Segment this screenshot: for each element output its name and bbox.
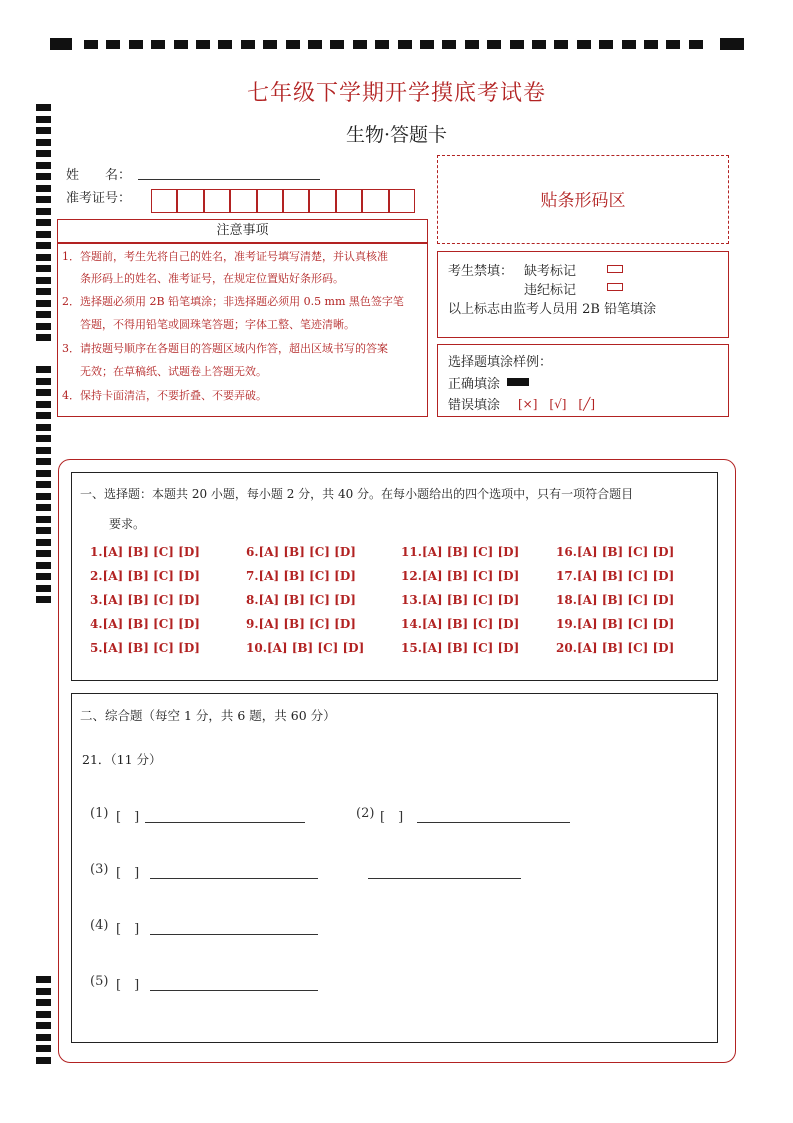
timing-mark bbox=[36, 550, 51, 557]
part-2-label: (2) bbox=[356, 806, 375, 821]
answer-options[interactable]: [A] [B] [C] [D] bbox=[576, 641, 675, 655]
part-3-answer-line-2[interactable] bbox=[368, 878, 521, 879]
timing-mark bbox=[36, 1022, 51, 1029]
timing-mark bbox=[599, 40, 613, 49]
timing-mark bbox=[84, 40, 98, 49]
timing-mark bbox=[36, 208, 51, 215]
part-5-label: (5) bbox=[90, 974, 109, 989]
choice-question-19[interactable] bbox=[556, 617, 674, 631]
exam-id-digit-box[interactable] bbox=[389, 189, 415, 213]
part-1-bracket[interactable]: [ ] bbox=[116, 810, 140, 825]
timing-mark bbox=[398, 40, 412, 49]
timing-mark bbox=[36, 265, 51, 272]
question-number: 9. bbox=[246, 617, 259, 631]
timing-mark bbox=[36, 254, 51, 261]
timing-mark bbox=[353, 40, 367, 49]
exam-id-digit-box[interactable] bbox=[151, 189, 177, 213]
timing-mark bbox=[532, 40, 546, 49]
answer-options[interactable]: [A] [B] [C] [D] bbox=[258, 617, 356, 631]
timing-mark bbox=[36, 435, 51, 442]
status-note: 以上标志由监考人员用 2B 铅笔填涂 bbox=[448, 302, 657, 317]
fill-example-label: 选择题填涂样例： bbox=[448, 355, 553, 370]
timing-mark bbox=[36, 596, 51, 603]
question-number: 15. bbox=[401, 641, 422, 655]
question-number: 5. bbox=[90, 641, 103, 655]
question-number: 3. bbox=[90, 593, 103, 607]
timing-mark bbox=[36, 447, 51, 454]
choice-question-3[interactable] bbox=[90, 593, 200, 607]
choice-question-6[interactable] bbox=[246, 545, 356, 559]
timing-mark bbox=[330, 40, 344, 49]
choice-question-7[interactable] bbox=[246, 569, 356, 583]
correct-fill-label: 正确填涂 bbox=[448, 377, 501, 392]
violation-label: 违纪标记 bbox=[524, 283, 577, 298]
timing-mark bbox=[36, 470, 51, 477]
exam-id-digit-box[interactable] bbox=[257, 189, 283, 213]
timing-mark bbox=[622, 40, 636, 49]
timing-mark bbox=[577, 40, 591, 49]
timing-mark bbox=[106, 40, 120, 49]
timing-mark bbox=[36, 185, 51, 192]
part-2-bracket[interactable]: [ ] bbox=[380, 810, 404, 825]
timing-mark bbox=[263, 40, 277, 49]
timing-mark bbox=[36, 162, 51, 169]
answer-options[interactable]: [A] [B] [C] [D] bbox=[421, 545, 520, 559]
timing-mark bbox=[442, 40, 456, 49]
exam-id-digit-box[interactable] bbox=[283, 189, 309, 213]
timing-mark bbox=[36, 562, 51, 569]
exam-id-label: 准考证号： bbox=[66, 191, 132, 206]
wrong-fill-label: 错误填涂 bbox=[448, 398, 501, 413]
timing-mark bbox=[308, 40, 322, 49]
timing-mark bbox=[36, 412, 51, 419]
question-number: 11. bbox=[401, 545, 422, 559]
answer-options[interactable]: [A] [B] [C] [D] bbox=[576, 593, 675, 607]
choice-question-13[interactable] bbox=[401, 593, 519, 607]
timing-mark bbox=[689, 40, 703, 49]
timing-mark bbox=[36, 976, 51, 983]
barcode-label: 贴条形码区 bbox=[540, 191, 626, 211]
choice-question-4[interactable] bbox=[90, 617, 200, 631]
timing-mark bbox=[487, 40, 501, 49]
answer-options[interactable]: [A] [B] [C] [D] bbox=[421, 641, 520, 655]
answer-options[interactable]: [A] [B] [C] [D] bbox=[421, 617, 520, 631]
timing-mark bbox=[36, 334, 51, 341]
part-1-answer-line[interactable] bbox=[145, 822, 305, 823]
part-4-bracket[interactable]: [ ] bbox=[116, 922, 140, 937]
exam-id-digit-box[interactable] bbox=[336, 189, 362, 213]
choice-question-18[interactable] bbox=[556, 593, 674, 607]
timing-mark bbox=[36, 1057, 51, 1064]
timing-mark bbox=[36, 219, 51, 226]
answer-options[interactable]: [A] [B] [C] [D] bbox=[102, 545, 200, 559]
exam-title: 七年级下学期开学摸底考试卷 bbox=[246, 81, 546, 106]
choice-question-1[interactable] bbox=[90, 545, 200, 559]
exam-id-digit-box[interactable] bbox=[362, 189, 388, 213]
question-number: 7. bbox=[246, 569, 259, 583]
timing-mark bbox=[36, 527, 51, 534]
section2-title: 二、综合题（每空 1 分，共 6 题，共 60 分） bbox=[80, 708, 336, 723]
question-number: 16. bbox=[556, 545, 577, 559]
answer-options[interactable]: [A] [B] [C] [D] bbox=[258, 569, 356, 583]
choice-question-17[interactable] bbox=[556, 569, 674, 583]
choice-question-2[interactable] bbox=[90, 569, 200, 583]
timing-mark bbox=[36, 999, 51, 1006]
timing-mark bbox=[36, 424, 51, 431]
timing-mark bbox=[36, 401, 51, 408]
notes-title-box bbox=[57, 219, 428, 243]
section1-title-cont: 要求。 bbox=[109, 517, 146, 531]
timing-mark bbox=[196, 40, 210, 49]
part-4-label: (4) bbox=[90, 918, 109, 933]
timing-mark bbox=[36, 481, 51, 488]
answer-options[interactable]: [A] [B] [C] [D] bbox=[102, 641, 200, 655]
exam-id-digit-box[interactable] bbox=[309, 189, 335, 213]
timing-mark bbox=[174, 40, 188, 49]
answer-options[interactable]: [A] [B] [C] [D] bbox=[102, 617, 200, 631]
wrong-fill-samples: [×] [√] [╱] bbox=[518, 397, 596, 411]
question-21-label: 21．（11 分） bbox=[82, 752, 162, 767]
choice-question-14[interactable] bbox=[401, 617, 519, 631]
timing-mark bbox=[36, 196, 51, 203]
notes-title: 注意事项 bbox=[216, 223, 269, 238]
violation-mark[interactable] bbox=[607, 283, 623, 291]
timing-mark bbox=[36, 585, 51, 592]
timing-mark bbox=[36, 458, 51, 465]
choice-question-9[interactable] bbox=[246, 617, 356, 631]
timing-mark bbox=[286, 40, 300, 49]
timing-mark bbox=[510, 40, 524, 49]
exam-id-digit-box[interactable] bbox=[204, 189, 230, 213]
timing-mark bbox=[36, 1045, 51, 1052]
timing-mark bbox=[644, 40, 658, 49]
answer-card-label: 答题卡 bbox=[390, 124, 448, 146]
timing-mark bbox=[36, 173, 51, 180]
choice-question-20[interactable] bbox=[556, 641, 674, 655]
question-number: 12. bbox=[401, 569, 422, 583]
answer-options[interactable]: [A] [B] [C] [D] bbox=[102, 569, 200, 583]
note-line: 2．选择题必须用 2B 铅笔填涂；非选择题必须用 0.5 mm 黑色签字笔 bbox=[62, 295, 404, 308]
timing-mark bbox=[36, 1034, 51, 1041]
timing-mark bbox=[36, 242, 51, 249]
note-line: 条形码上的姓名、准考证号，在规定位置贴好条形码。 bbox=[80, 272, 344, 285]
timing-mark bbox=[218, 40, 232, 49]
part-5-bracket[interactable]: [ ] bbox=[116, 978, 140, 993]
timing-mark bbox=[375, 40, 389, 49]
correct-fill-sample bbox=[507, 378, 529, 386]
part-3-label: (3) bbox=[90, 862, 109, 877]
choice-question-5[interactable] bbox=[90, 641, 200, 655]
question-number: 2. bbox=[90, 569, 103, 583]
question-number: 1. bbox=[90, 545, 103, 559]
timing-mark bbox=[36, 323, 51, 330]
choice-question-11[interactable] bbox=[401, 545, 519, 559]
choice-question-15[interactable] bbox=[401, 641, 519, 655]
subject-label: 生物 bbox=[345, 124, 384, 146]
question-number: 8. bbox=[246, 593, 259, 607]
question-number: 18. bbox=[556, 593, 577, 607]
absent-mark[interactable] bbox=[607, 265, 623, 273]
exam-subtitle bbox=[0, 120, 793, 147]
choice-question-8[interactable] bbox=[246, 593, 356, 607]
part-3-bracket[interactable]: [ ] bbox=[116, 866, 140, 881]
name-label: 姓 名： bbox=[66, 168, 132, 183]
choice-question-10[interactable] bbox=[246, 641, 364, 655]
timing-mark bbox=[36, 573, 51, 580]
exam-id-digit-box[interactable] bbox=[177, 189, 203, 213]
timing-mark bbox=[36, 288, 51, 295]
timing-mark bbox=[36, 389, 51, 396]
question-number: 13. bbox=[401, 593, 422, 607]
note-line: 1．答题前，考生先将自己的姓名，准考证号填写清楚，并认真核准 bbox=[62, 250, 388, 263]
timing-mark bbox=[554, 40, 568, 49]
timing-mark bbox=[241, 40, 255, 49]
timing-mark bbox=[129, 40, 143, 49]
timing-mark bbox=[720, 38, 744, 50]
name-input-line[interactable] bbox=[138, 179, 320, 180]
note-line: 答题，不得用铅笔或圆珠笔答题；字体工整、笔迹清晰。 bbox=[80, 318, 355, 331]
part-3-answer-line-1[interactable] bbox=[150, 878, 318, 879]
answer-options[interactable]: [A] [B] [C] [D] bbox=[576, 617, 675, 631]
question-number: 14. bbox=[401, 617, 422, 631]
part-4-answer-line[interactable] bbox=[150, 934, 318, 935]
timing-mark bbox=[666, 40, 680, 49]
timing-mark bbox=[36, 150, 51, 157]
timing-mark bbox=[36, 539, 51, 546]
question-number: 17. bbox=[556, 569, 577, 583]
timing-mark bbox=[36, 1011, 51, 1018]
timing-mark bbox=[36, 277, 51, 284]
subtitle-separator: · bbox=[383, 124, 391, 146]
timing-mark bbox=[151, 40, 165, 49]
timing-mark bbox=[36, 504, 51, 511]
answer-options[interactable]: [A] [B] [C] [D] bbox=[576, 545, 675, 559]
question-number: 10. bbox=[246, 641, 267, 655]
question-number: 20. bbox=[556, 641, 577, 655]
answer-options[interactable]: [A] [B] [C] [D] bbox=[258, 545, 356, 559]
section1-title: 一、选择题：本题共 20 小题，每小题 2 分，共 40 分。在每小题给出的四个选项中，只有一项符合题目 bbox=[80, 487, 634, 501]
barcode-area bbox=[437, 155, 729, 244]
timing-mark bbox=[36, 366, 51, 373]
timing-mark bbox=[36, 311, 51, 318]
answer-options[interactable]: [A] [B] [C] [D] bbox=[266, 641, 365, 655]
timing-mark bbox=[36, 493, 51, 500]
answer-options[interactable]: [A] [B] [C] [D] bbox=[576, 569, 675, 583]
note-line: 4．保持卡面清洁，不要折叠、不要弄破。 bbox=[62, 389, 267, 402]
answer-options[interactable]: [A] [B] [C] [D] bbox=[258, 593, 356, 607]
answer-options[interactable]: [A] [B] [C] [D] bbox=[421, 593, 520, 607]
timing-mark bbox=[36, 516, 51, 523]
answer-options[interactable]: [A] [B] [C] [D] bbox=[421, 569, 520, 583]
timing-mark bbox=[50, 38, 72, 50]
timing-mark bbox=[36, 300, 51, 307]
question-number: 4. bbox=[90, 617, 103, 631]
timing-mark bbox=[465, 40, 479, 49]
timing-mark bbox=[420, 40, 434, 49]
choice-question-12[interactable] bbox=[401, 569, 519, 583]
choice-question-16[interactable] bbox=[556, 545, 674, 559]
part-5-answer-line[interactable] bbox=[150, 990, 318, 991]
timing-mark bbox=[36, 231, 51, 238]
absent-label: 缺考标记 bbox=[524, 264, 577, 279]
note-line: 3．请按题号顺序在各题目的答题区域内作答，超出区域书写的答案 bbox=[62, 342, 388, 355]
part-2-answer-line[interactable] bbox=[417, 822, 570, 823]
exam-status-label: 考生禁填： bbox=[448, 264, 514, 279]
timing-mark bbox=[36, 988, 51, 995]
answer-options[interactable]: [A] [B] [C] [D] bbox=[102, 593, 200, 607]
timing-mark bbox=[36, 378, 51, 385]
question-number: 19. bbox=[556, 617, 577, 631]
part-1-label: (1) bbox=[90, 806, 109, 821]
question-number: 6. bbox=[246, 545, 259, 559]
note-line: 无效；在草稿纸、试题卷上答题无效。 bbox=[80, 365, 267, 378]
exam-id-digit-box[interactable] bbox=[230, 189, 256, 213]
